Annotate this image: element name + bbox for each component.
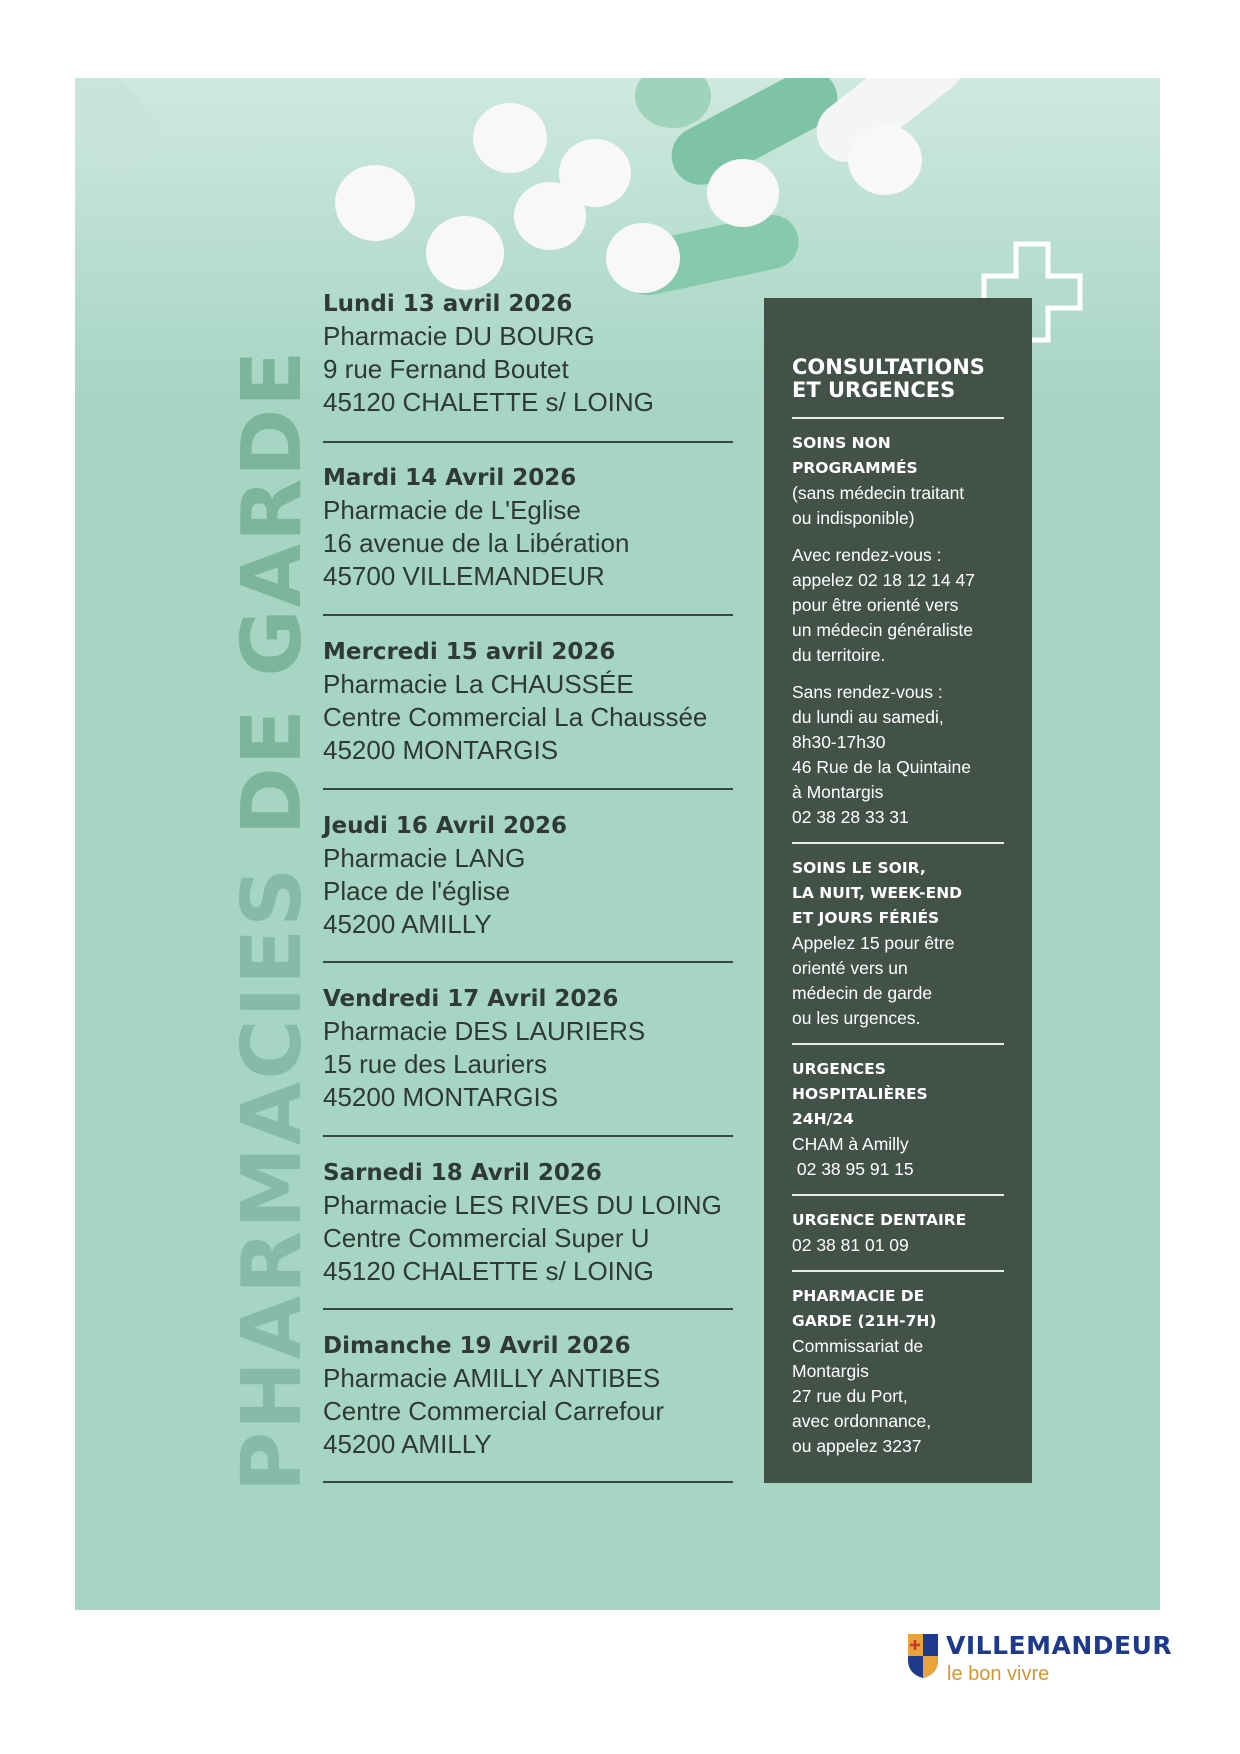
separator-line (323, 961, 733, 963)
day-date: Vendredi 17 Avril 2026 (323, 986, 619, 1012)
section-soins-non-programmes (792, 431, 1004, 830)
day-entry-sunday (323, 1330, 733, 1461)
pharmacy-city: 45200 MONTARGIS (323, 1082, 559, 1112)
day-date: Dimanche 19 Avril 2026 (323, 1333, 631, 1359)
pharmacy-name: Pharmacie de L'Eglise (323, 495, 581, 525)
separator-line (323, 1481, 733, 1483)
section-text: 02 38 95 91 15 (792, 1159, 914, 1179)
pharmacy-address: Centre Commercial La Chaussée (323, 702, 708, 732)
section-text: 27 rue du Port, (792, 1386, 908, 1406)
panel-title-line-1: CONSULTATIONS (792, 355, 985, 379)
pharmacy-city: 45120 CHALETTE s/ LOING (323, 387, 654, 417)
section-urgences-hospitalieres (792, 1057, 1004, 1182)
section-heading: PHARMACIE DE (792, 1287, 925, 1305)
pharmacy-name: Pharmacie DU BOURG (323, 321, 595, 351)
section-heading: URGENCES (792, 1060, 886, 1078)
pharmacy-name: Pharmacie LANG (323, 843, 526, 873)
section-text: ou appelez 3237 (792, 1436, 922, 1456)
logo-tagline: le bon vivre (947, 1663, 1050, 1685)
day-entry-tuesday (323, 462, 733, 593)
consultations-panel (764, 298, 1032, 1483)
section-soins-le-soir (792, 856, 1004, 1031)
pharmacy-city: 45700 VILLEMANDEUR (323, 561, 605, 591)
pharmacy-address: Centre Commercial Carrefour (323, 1396, 664, 1426)
section-heading: SOINS NON (792, 434, 891, 452)
separator-line (323, 1135, 733, 1137)
pharmacy-address: 9 rue Fernand Boutet (323, 354, 569, 384)
vertical-title-part2: DE GARDE (225, 348, 320, 836)
section-heading: HOSPITALIÈRES (792, 1085, 928, 1103)
section-urgence-dentaire (792, 1208, 1004, 1258)
section-heading: GARDE (21H-7H) (792, 1312, 937, 1330)
pharmacy-name: Pharmacie AMILLY ANTIBES (323, 1363, 661, 1393)
pharmacy-city: 45120 CHALETTE s/ LOING (323, 1256, 654, 1286)
day-entry-friday (323, 983, 733, 1114)
section-text: 02 38 81 01 09 (792, 1235, 909, 1255)
day-entry-saturday (323, 1157, 733, 1288)
panel-separator (792, 842, 1004, 844)
day-entry-wednesday (323, 636, 733, 767)
section-text: 8h30-17h30 (792, 732, 886, 752)
vertical-title-part1: PHARMACIES (225, 835, 320, 1492)
pharmacy-address: Place de l'église (323, 876, 511, 906)
pharmacy-city: 45200 AMILLY (323, 909, 492, 939)
day-date: Jeudi 16 Avril 2026 (323, 813, 568, 839)
section-heading: LA NUIT, WEEK-END (792, 884, 963, 902)
villemandeur-crest-icon (906, 1630, 940, 1680)
separator-line (323, 788, 733, 790)
pharmacy-city: 45200 AMILLY (323, 1429, 492, 1459)
separator-line (323, 1308, 733, 1310)
section-text: à Montargis (792, 782, 884, 802)
section-text: pour être orienté vers (792, 595, 959, 615)
pharmacy-address: 15 rue des Lauriers (323, 1049, 548, 1079)
section-text: Montargis (792, 1361, 869, 1381)
section-text: 46 Rue de la Quintaine (792, 757, 972, 777)
section-text: ou indisponible) (792, 508, 915, 528)
pharmacy-name: Pharmacie La CHAUSSÉE (323, 669, 634, 699)
section-heading: ET JOURS FÉRIÉS (792, 909, 940, 927)
vertical-title (225, 348, 320, 1492)
section-text: du lundi au samedi, (792, 707, 944, 727)
day-date: Sarnedi 18 Avril 2026 (323, 1160, 602, 1186)
pharmacy-name: Pharmacie DES LAURIERS (323, 1016, 646, 1046)
day-entry-thursday (323, 810, 733, 941)
section-text: CHAM à Amilly (792, 1134, 909, 1154)
day-entry-monday (323, 288, 733, 419)
section-heading: 24H/24 (792, 1110, 854, 1128)
section-heading: SOINS LE SOIR, (792, 859, 926, 877)
pharmacy-city: 45200 MONTARGIS (323, 735, 559, 765)
panel-separator (792, 417, 1004, 419)
section-text: du territoire. (792, 645, 886, 665)
section-text: (sans médecin traitant (792, 483, 965, 503)
panel-title (792, 356, 1004, 402)
section-text: Avec rendez-vous : (792, 545, 942, 565)
section-pharmacie-de-garde (792, 1284, 1004, 1459)
section-heading: URGENCE DENTAIRE (792, 1211, 967, 1229)
section-text: Appelez 15 pour être (792, 933, 955, 953)
day-date: Lundi 13 avril 2026 (323, 291, 573, 317)
day-date: Mardi 14 Avril 2026 (323, 465, 577, 491)
section-heading: PROGRAMMÉS (792, 459, 918, 477)
section-text: orienté vers un (792, 958, 908, 978)
section-text: un médecin généraliste (792, 620, 973, 640)
section-text: avec ordonnance, (792, 1411, 932, 1431)
day-date: Mercredi 15 avril 2026 (323, 639, 616, 665)
section-text: appelez 02 18 12 14 47 (792, 570, 975, 590)
section-text: médecin de garde (792, 983, 933, 1003)
pharmacy-name: Pharmacie LES RIVES DU LOING (323, 1190, 722, 1220)
panel-separator (792, 1043, 1004, 1045)
section-text: ou les urgences. (792, 1008, 921, 1028)
pharmacy-address: Centre Commercial Super U (323, 1223, 650, 1253)
separator-line (323, 441, 733, 443)
section-text: 02 38 28 33 31 (792, 807, 909, 827)
separator-line (323, 614, 733, 616)
section-text: Commissariat de (792, 1336, 924, 1356)
panel-separator (792, 1194, 1004, 1196)
panel-title-line-2: ET URGENCES (792, 378, 956, 402)
logo-name: VILLEMANDEUR (946, 1631, 1173, 1660)
pharmacy-address: 16 avenue de la Libération (323, 528, 630, 558)
panel-separator (792, 1270, 1004, 1272)
section-text: Sans rendez-vous : (792, 682, 943, 702)
